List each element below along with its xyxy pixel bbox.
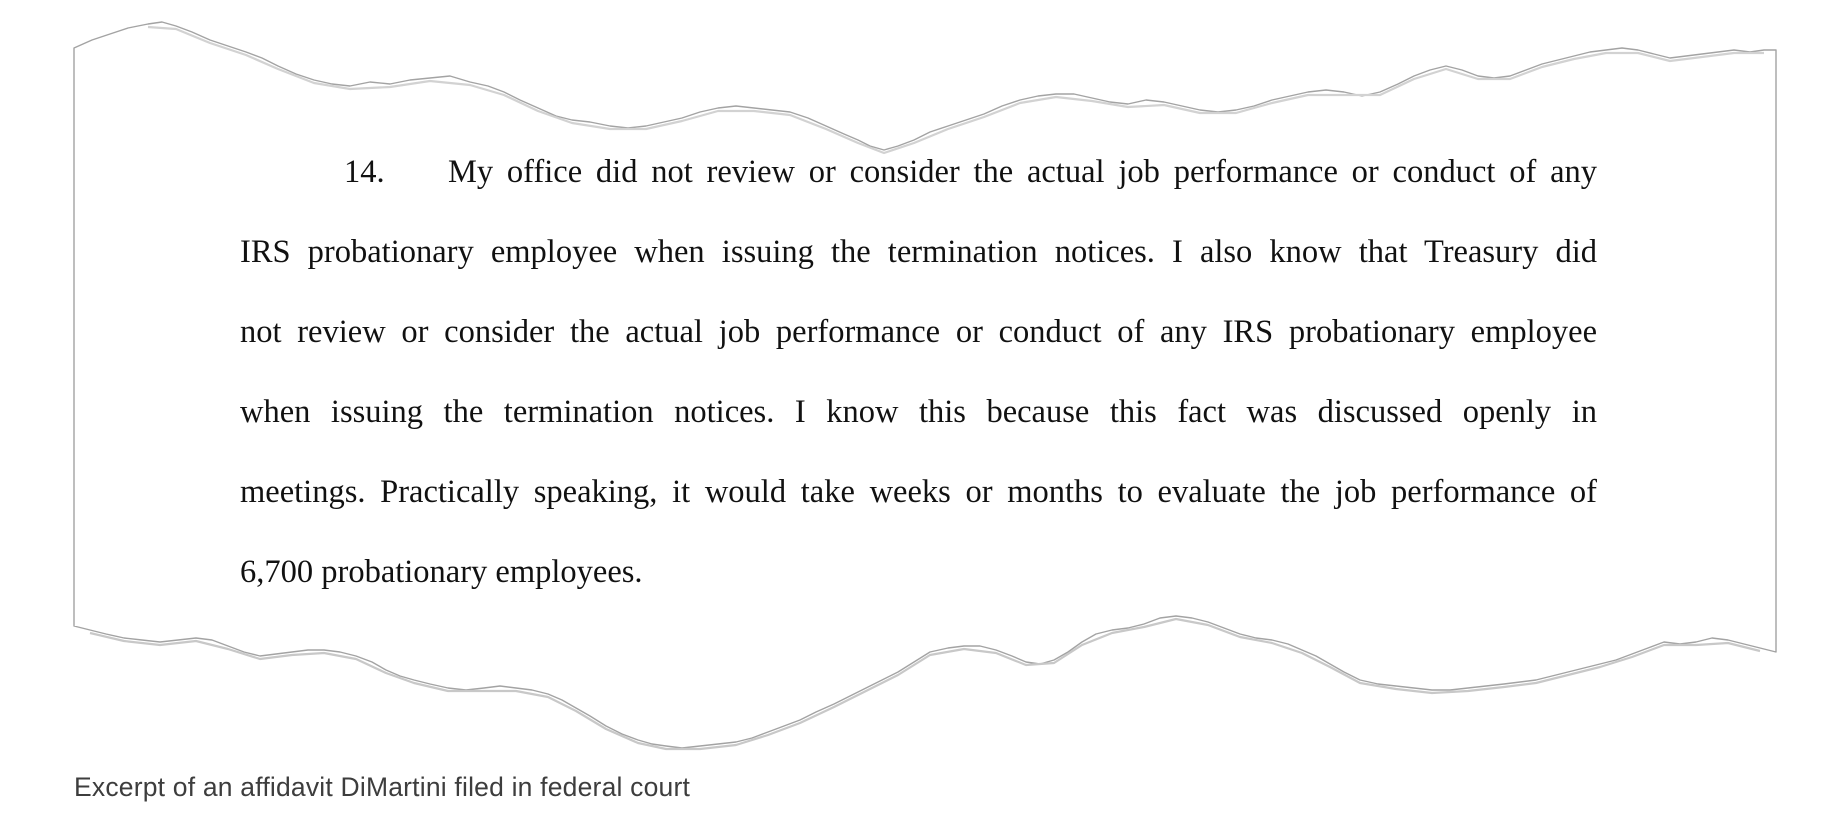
torn-paper-sheet: [74, 22, 1776, 748]
paragraph-number: 14.: [344, 154, 385, 190]
affidavit-line-6: 6,700 probationary employees.: [240, 554, 643, 590]
affidavit-line-5: meetings. Practically speaking, it would take weeks or months to evaluate the job performance of: [240, 474, 1597, 510]
affidavit-line-3: not review or consider the actual job performance or conduct of any IRS probationary employee: [240, 314, 1597, 350]
affidavit-line-1-text: My office did not review or consider the actual job performance or conduct of any: [448, 154, 1597, 190]
affidavit-line-2: IRS probationary employee when issuing the termination notices. I also know that Treasury did: [240, 234, 1597, 270]
affidavit-line-4: when issuing the termination notices. I know this because this fact was discussed openly in: [240, 394, 1597, 430]
affidavit-line-1: [344, 148, 1597, 196]
figure-caption: Excerpt of an affidavit DiMartini filed in federal court: [74, 772, 691, 802]
